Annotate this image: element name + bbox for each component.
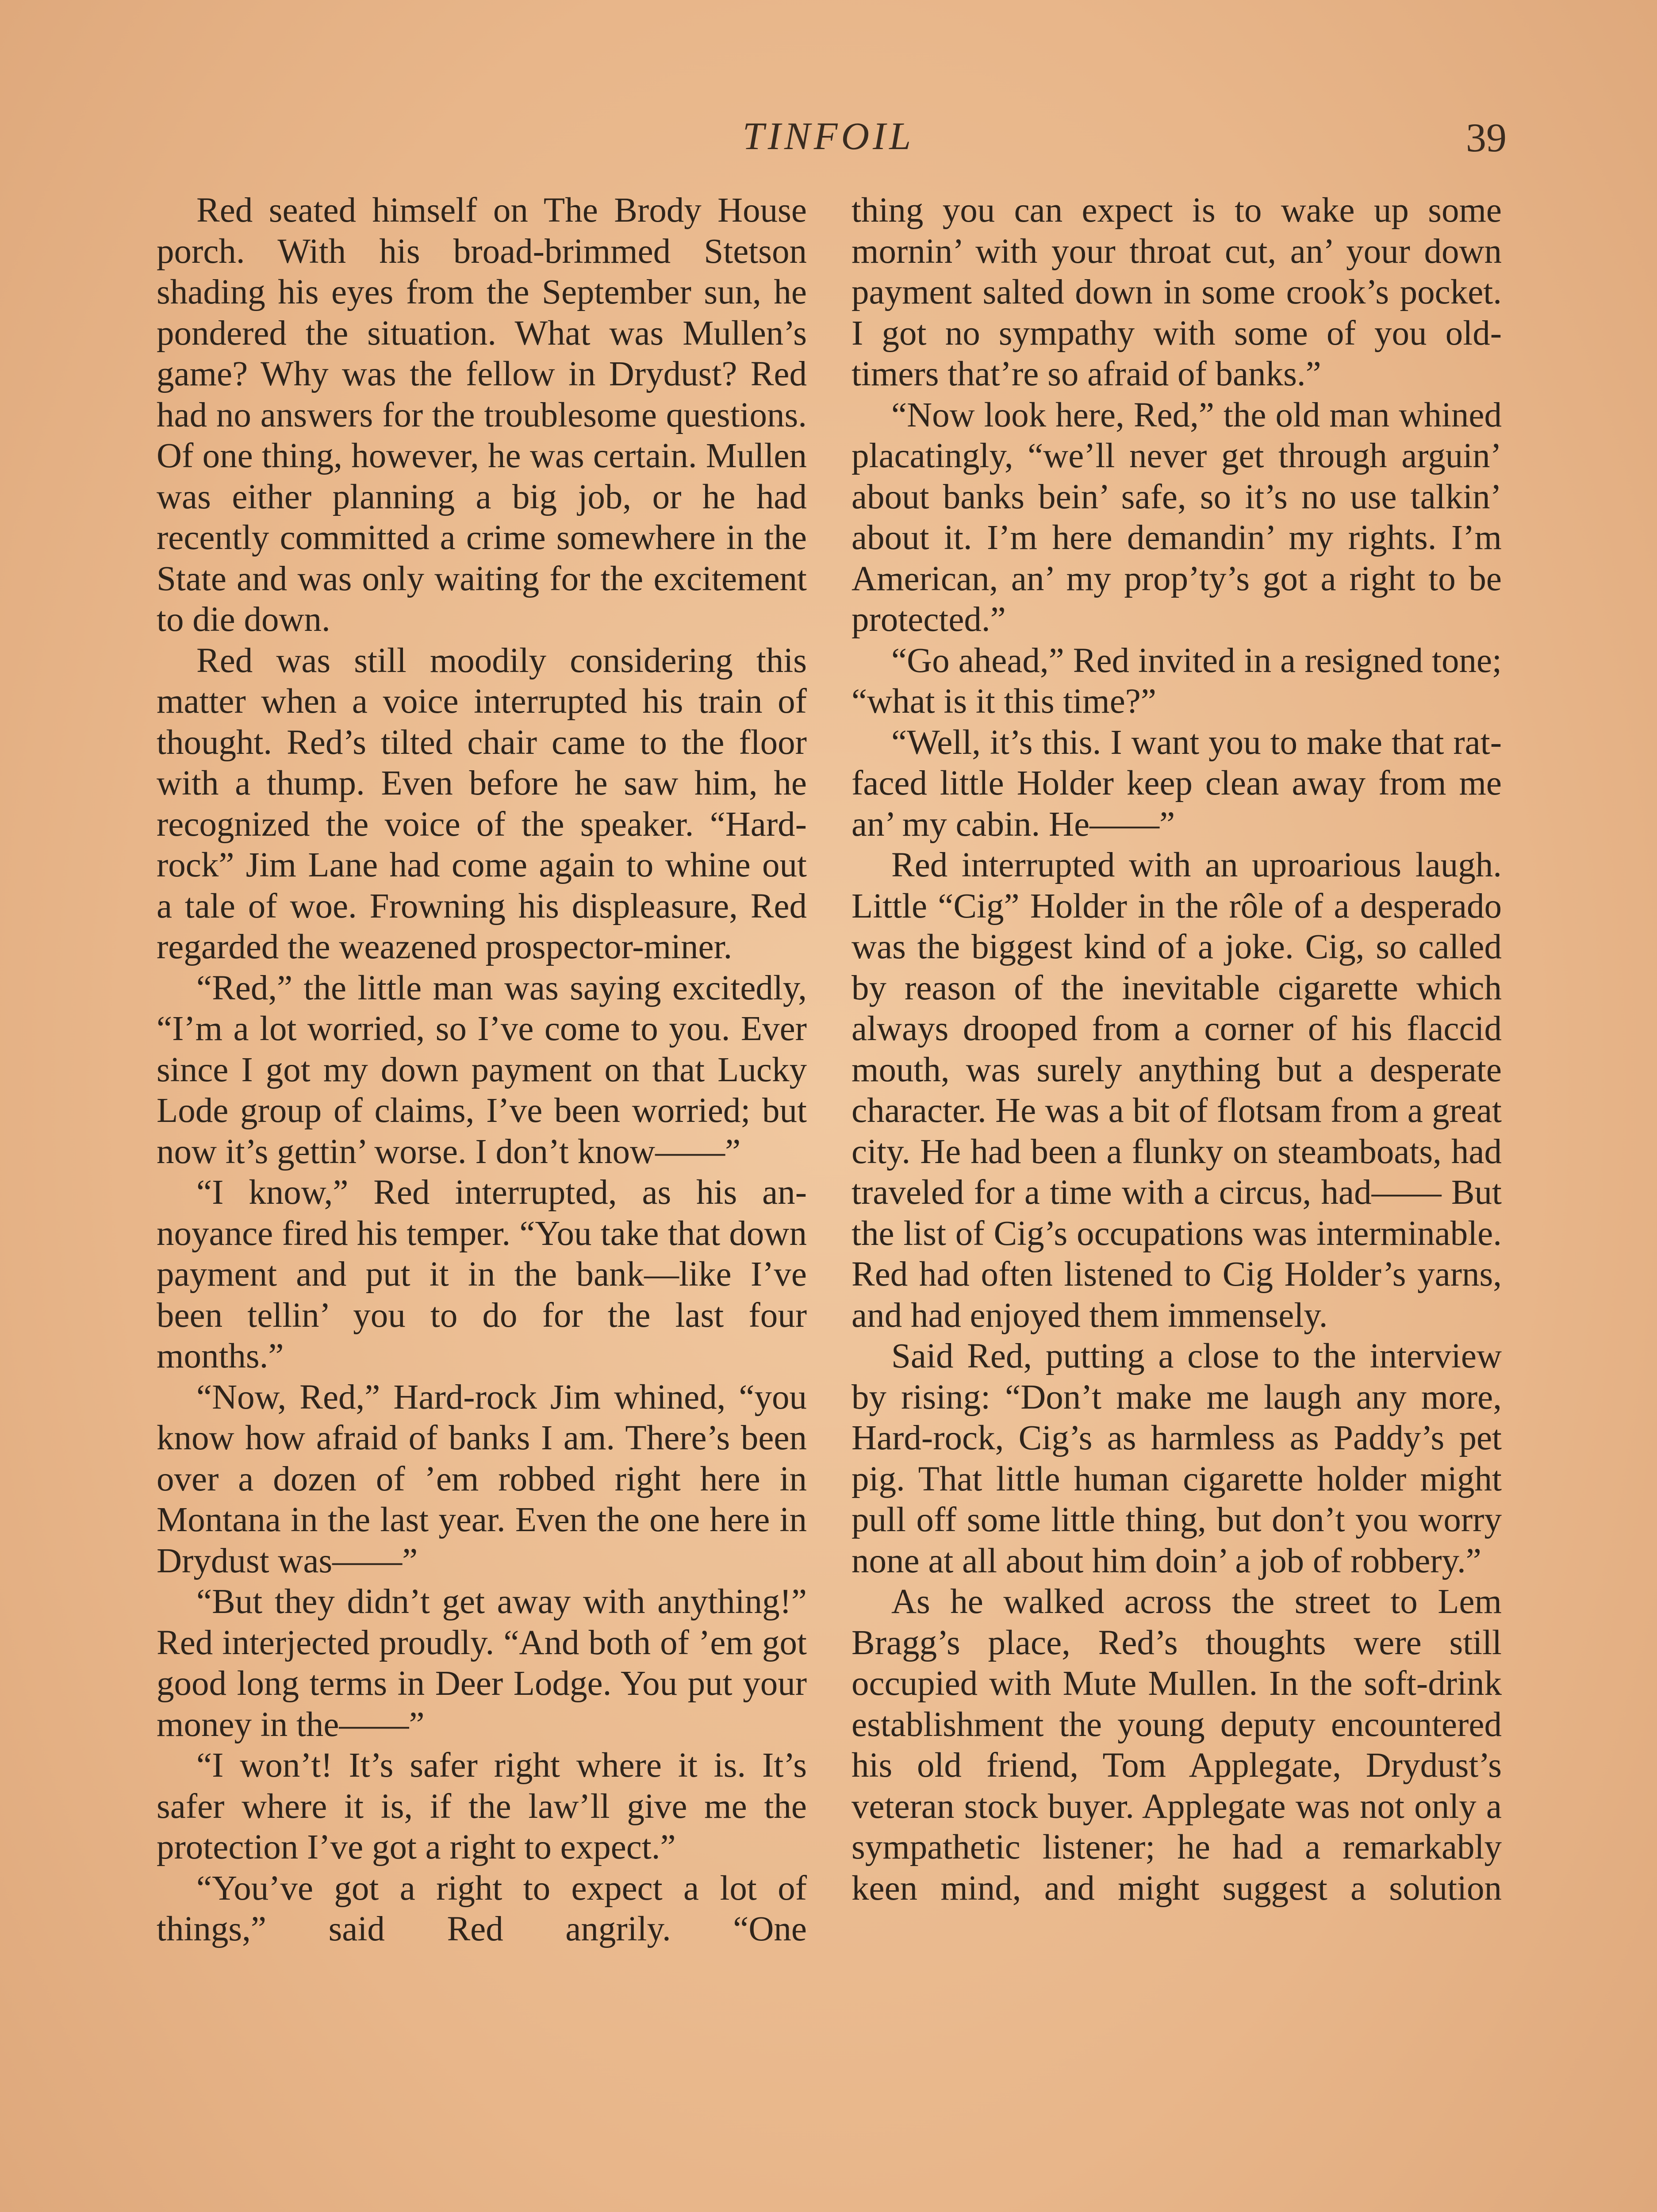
paragraph: Red seated himself on The Brody House porch. With his broad-brimmed Stetson shading his eyes from the September sun, he pondered the situation. What was Mullen’s game? Why was the fellow in Drydust? Red had no answers for the troublesome questions. Of one thing, however, he was certain. Mullen was either planning a big job, or he had recently committed a crime somewhere in the State and was only waiting for the excitement to die down. [157, 191, 807, 639]
paragraph: “Now, Red,” Hard-rock Jim whined, “you know how afraid of banks I am. There’s been over a dozen of ’em robbed right here in Montana in the last year. Even the one here in Drydust was——” [157, 1378, 807, 1580]
paragraph: “You’ve got a right to expect a lot of things,” said Red angrily. “One [157, 1869, 807, 1948]
paragraph: “I know,” Red interrupted, as his annoyance fired his temper. “You take that down payment and put it in the bank—like I’ve been tellin’ you to do for the last four months.” [157, 1173, 807, 1375]
paragraph: “I won’t! It’s safer right where it is. It’s safer where it is, if the law’ll give me the protection I’ve got a right to expect.” [157, 1746, 807, 1866]
right-column [852, 190, 1502, 1909]
paragraph: As he walked across the street to Lem Bragg’s place, Red’s thoughts were still occupied with Mute Mullen. In the soft-drink establishment the young deputy encountered his old friend, Tom Applegate, Drydust’s veteran stock buyer. Applegate was not only a sympathetic listener; he had a remarkably keen mind, and might suggest a solution [852, 1582, 1502, 1908]
paragraph: “Now look here, Red,” the old man whined placatingly, “we’ll never get through arguin’ about banks bein’ safe, so it’s no use talkin’ about it. I’m here demandin’ my rights. I’m American, an’ my prop’ty’s got a right to be protected.” [852, 396, 1502, 639]
paragraph: “But they didn’t get away with anything!” Red interjected proudly. “And both of ’em got good long terms in Deer Lodge. You put your money in the——” [157, 1582, 807, 1744]
paragraph-continued: thing you can expect is to wake up some mornin’ with your throat cut, an’ your down payment salted down in some crook’s pocket. I got no sympathy with some of you old-timers that’re so afraid of banks.” [852, 191, 1502, 393]
paragraph: “Go ahead,” Red invited in a resigned tone; “what is it this time?” [852, 641, 1502, 721]
page-number: 39 [1466, 115, 1507, 160]
paragraph: “Red,” the little man was saying excitedly, “I’m a lot worried, so I’ve come to you. Ever since I got my down payment on that Lucky Lode group of claims, I’ve been worried; but now it’s gettin’ worse. I don’t know——” [157, 968, 807, 1171]
left-column [157, 190, 807, 1950]
paragraph: “Well, it’s this. I want you to make that rat-faced little Holder keep clean away from me an’ my cabin. He——” [852, 723, 1502, 844]
paragraph: Red interrupted with an uproarious laugh. Little “Cig” Holder in the rôle of a desperado was the biggest kind of a joke. Cig, so called by reason of the inevitable cigarette which always drooped from a corner of his flaccid mouth, was surely anything but a desperate character. He was a bit of flotsam from a great city. He had been a flunky on steamboats, had traveled for a time with a circus, had—— But the list of Cig’s occupations was interminable. Red had often listened to Cig Holder’s yarns, and had enjoyed them immensely. [852, 846, 1502, 1335]
paragraph: Said Red, putting a close to the interview by rising: “Don’t make me laugh any more, Hard-rock, Cig’s as harmless as Paddy’s pet pig. That little human cigarette holder might pull off some little thing, but don’t you worry none at all about him doin’ a job of robbery.” [852, 1337, 1502, 1580]
paragraph: Red was still moodily considering this matter when a voice interrupted his train of thought. Red’s tilted chair came to the floor with a thump. Even before he saw him, he recognized the voice of the speaker. “Hard-rock” Jim Lane had come again to whine out a tale of woe. Frowning his displeasure, Red regarded the weazened prospector-miner. [157, 641, 807, 966]
running-title: TINFOIL [742, 115, 915, 158]
